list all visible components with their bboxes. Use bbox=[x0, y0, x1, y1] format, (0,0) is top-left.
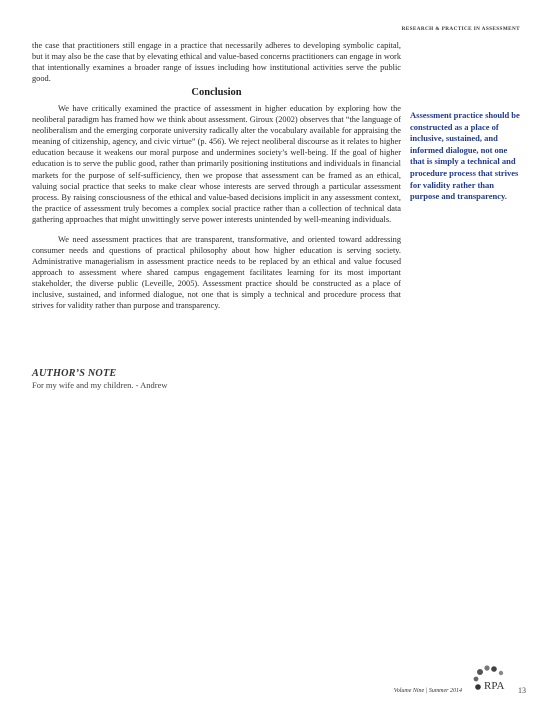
page-footer bbox=[326, 664, 526, 700]
conclusion-paragraph-1: We have critically examined the practice of assessment in higher education by exploring how the neoliberal paradigm has framed how we think about assessment. Giroux (2002) observes that “the language of neoliberalism and the emerging corporate university radically alter the vocabulary available for appraising the meaning of citizenship, agency, and civic virtue” (p. 456). We reject neoliberal discourse as it relates to higher education because it weakens our moral purpose and undermines society’s well-being. If the goal of higher education is to serve the public good, rather than primarily positioning institutions and individuals in financial markets for the purpose of self-sufficiency, then we propose that assessment can be framed as an ethical, valuing social practice that seeks to make clear whose interests are served through a particular assessment process. By raising consciousness of the ethical and value-based decisions implicit in any assessment context, the practice of assessment truly becomes a complex social practice rather than a collection of technical data gathering approaches that might unwittingly serve power interests unintended by well-meaning individuals. bbox=[32, 104, 401, 224]
author-note-heading: AUTHOR’S NOTE bbox=[32, 368, 117, 379]
author-note bbox=[32, 368, 392, 390]
running-header: RESEARCH & PRACTICE IN ASSESSMENT bbox=[401, 26, 520, 32]
article-body bbox=[32, 40, 401, 311]
intro-paragraph: the case that practitioners still engage in a practice that necessarily adheres to developing symbolic capital, but it may also be the case that by elevating ethical and value-based concerns practitioners can engage in work that intentionally examines a broader range of issues including how institutional activities serve the public good. bbox=[32, 41, 401, 84]
logo-text: RPA bbox=[484, 680, 505, 692]
paragraph-gap bbox=[32, 225, 401, 234]
page-number: 13 bbox=[518, 686, 526, 695]
issue-label: Volume Nine | Summer 2014 bbox=[393, 688, 462, 694]
conclusion-paragraph-2: We need assessment practices that are transparent, transformative, and oriented toward addressing consumer needs and questions of practical philosophy about how higher education is serving society. Administrative managerialism in assessment practice needs to be replaced by an ethical and value focused approach to assessment where shared campus engagement facilitates learning for its most important stakeholder, the diverse public (Leveille, 2005). Assessment practice should be constructed as a place of inclusive, sustained, and informed dialogue, not one that is simply a technical and procedure process that strives for validity rather than purpose and transparency. bbox=[32, 234, 401, 311]
rpa-logo-icon bbox=[468, 664, 512, 698]
section-heading: Conclusion bbox=[191, 87, 242, 99]
author-note-text: For my wife and my children. - Andrew bbox=[32, 380, 168, 390]
pull-quote: Assessment practice should be constructed as a place of inclusive, sustained, and informed dialogue, not one that is simply a technical and procedure process that strives for validity rather than purpose and transparency. bbox=[410, 110, 520, 202]
